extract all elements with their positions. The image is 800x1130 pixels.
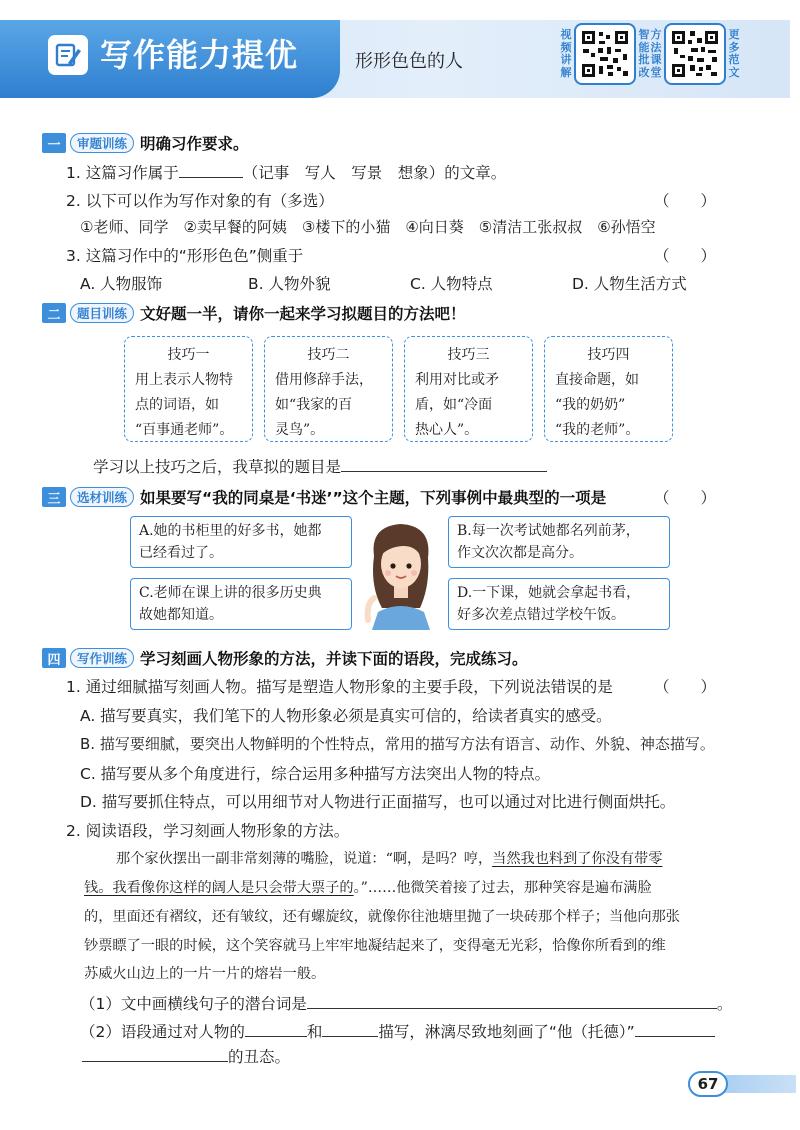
answer-paren[interactable]: （ ）	[654, 489, 717, 507]
question-4-2: 2. 阅读语段，学习刻画人物形象的方法。	[66, 822, 350, 840]
answer-paren[interactable]: （ ）	[654, 247, 717, 265]
section-heading-4	[42, 647, 528, 669]
tip-box-2: 技巧二 借用修辞手法， 如“我家的百 灵鸟”。	[264, 336, 393, 442]
qr-code-icon[interactable]	[574, 23, 636, 85]
pencil-note-icon	[48, 35, 88, 75]
sub-question-2-cont: 的丑态。	[82, 1045, 290, 1067]
section-instruction: 明确习作要求。	[140, 135, 249, 153]
option-a[interactable]: A. 人物服饰	[80, 275, 163, 293]
question-4-1: 1. 通过细腻描写刻画人物。描写是塑造人物形象的主要手段，下列说法错误的是	[66, 678, 613, 696]
option-a[interactable]: A. 描写要真实，我们笔下的人物形象必须是真实可信的，给读者真实的感受。	[80, 707, 612, 725]
question-1-3: 3. 这篇习作中的“形形色色”侧重于	[66, 247, 304, 265]
option-d[interactable]: D. 人物生活方式	[572, 275, 687, 293]
section-instruction: 学习刻画人物形象的方法，并读下面的语段，完成练习。	[140, 650, 528, 668]
qr-label-grading: 智能批改	[638, 28, 650, 79]
answer-blank[interactable]	[82, 1046, 228, 1062]
page-number: 67	[688, 1071, 728, 1097]
option-d[interactable]: D. 描写要抓住特点，可以用细节对人物进行正面描写，也可以通过对比进行侧面烘托。	[80, 793, 676, 811]
qr-code-icon[interactable]	[664, 23, 726, 85]
passage-line: 那个家伙摆出一副非常刻薄的嘴脸，说道：“啊，是吗？哼，当然我也料到了你没有带零	[116, 851, 663, 867]
passage-line: 钱。我看像你这样的阔人是只会带大票子的。”……他微笑着接了过去，那种笑容是遍布满脸	[84, 880, 652, 896]
answer-blank[interactable]	[635, 1021, 715, 1037]
answer-blank[interactable]	[341, 456, 547, 472]
section-heading-1	[42, 132, 249, 154]
option-b[interactable]: B. 人物外貌	[248, 275, 331, 293]
answer-paren[interactable]: （ ）	[654, 678, 717, 696]
underlined-sentence: 当然我也料到了你没有带零	[492, 851, 663, 867]
option-c[interactable]: C. 描写要从多个角度进行，综合运用多种描写方法突出人物的特点。	[80, 765, 551, 783]
qr-label-method: 方法课堂	[650, 28, 662, 79]
section-number: 四	[42, 648, 66, 668]
tip-box-1: 技巧一 用上表示人物特 点的词语，如 “百事通老师”。	[124, 336, 253, 442]
choice-box-d[interactable]: D.一下课，她就会拿起书看， 好多次差点错过学校午饭。	[448, 578, 670, 630]
section-instruction: 如果要写“我的同桌是‘书迷’”这个主题，下列事例中最典型的一项是	[140, 489, 607, 507]
option-b[interactable]: B. 描写要细腻，要突出人物鲜明的个性特点，常用的描写方法有语言、动作、外貌、神态描写。	[80, 735, 715, 753]
girl-illustration	[360, 516, 442, 630]
option-c[interactable]: C. 人物特点	[410, 275, 493, 293]
answer-blank[interactable]	[307, 993, 717, 1009]
section-heading-2	[42, 302, 466, 324]
section-tag: 写作训练	[70, 648, 134, 668]
section-heading-3	[42, 486, 606, 508]
choice-box-a[interactable]: A.她的书柜里的好多书，她都 已经看过了。	[130, 516, 352, 568]
sub-question-1: （1）文中画横线句子的潜台词是 。	[80, 995, 733, 1013]
tip-box-4: 技巧四 直接命题，如 “我的奶奶” “我的老师”。	[544, 336, 673, 442]
answer-blank[interactable]	[322, 1021, 378, 1037]
choice-box-b[interactable]: B.每一次考试她都名列前茅， 作文次次都是高分。	[448, 516, 670, 568]
answer-blank[interactable]	[245, 1021, 307, 1037]
qr-group-right	[648, 22, 742, 86]
section-tag: 选材训练	[70, 487, 134, 507]
page-title: 写作能力提优	[100, 36, 299, 74]
section-tag: 题目训练	[70, 303, 134, 323]
underlined-sentence: 钱。我看像你这样的阔人是只会带大票子的	[84, 880, 354, 896]
section-number: 三	[42, 487, 66, 507]
draft-title-line: 学习以上技巧之后，我草拟的题目是	[93, 455, 547, 477]
passage-line: 苏威火山边上的一片一片的熔岩一般。	[84, 966, 326, 982]
section-number: 一	[42, 133, 66, 153]
answer-paren[interactable]: （ ）	[654, 192, 717, 210]
passage-line: 的，里面还有褶纹，还有皱纹，还有螺旋纹，就像你往池塘里抛了一块砖那个样子；当他向那张	[84, 909, 680, 925]
qr-group-left	[558, 22, 652, 86]
section-number: 二	[42, 303, 66, 323]
page-subtitle: 形形色色的人	[355, 51, 463, 72]
qr-label-video: 视频讲解	[560, 28, 572, 79]
qr-label-more: 更多范文	[728, 28, 740, 79]
section-instruction: 文好题一半，请你一起来学习拟题目的方法吧！	[140, 305, 466, 323]
sub-question-2: （2）语段通过对人物的 和 描写，淋漓尽致地刻画了“他（托德）”	[80, 1020, 715, 1042]
question-1-1: 1. 这篇习作属于 （记事 写人 写景 想象）的文章。	[66, 164, 507, 182]
question-1-2: 2. 以下可以作为写作对象的有（多选）	[66, 192, 334, 210]
tip-box-3: 技巧三 利用对比或矛 盾，如“冷面 热心人”。	[404, 336, 533, 442]
passage-line: 钞票瞟了一眼的时候，这个笑容就马上牢牢地凝结起来了，变得毫无光彩，恰像你所看到的维	[84, 938, 666, 954]
section-tag: 审题训练	[70, 133, 134, 153]
answer-blank[interactable]	[179, 162, 243, 178]
choice-box-c[interactable]: C.老师在课上讲的很多历史典 故她都知道。	[130, 578, 352, 630]
question-1-2-options: ①老师、同学 ②卖早餐的阿姨 ③楼下的小猫 ④向日葵 ⑤清洁工张叔叔 ⑥孙悟空	[80, 218, 656, 236]
